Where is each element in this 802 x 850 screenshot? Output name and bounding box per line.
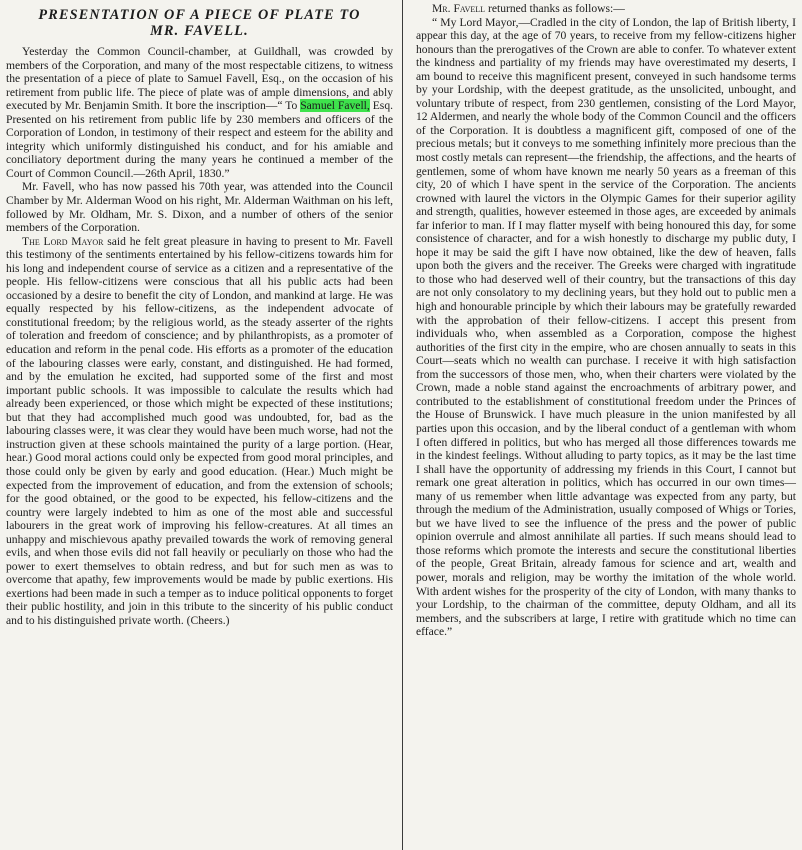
paragraph-favell-speech: “ My Lord Mayor,—Cradled in the city of London, the lap of British liberty, I appear this day, at the age of 70 years, to receive from my fellow-citizens higher honours than the prerogatives of the Crown are able to confer. To whatever extent the kindness and partiality of my friends may have overestimated my deserts, I am bound to receive this magnificent present, conveyed in such handsome terms by your Lordship, with the deepest gratitude, as the unsolicited, unbought, and voluntary tribute of respect, from 230 gentlemen, consisting of the Lord Mayor, 12 Aldermen, and nearly the whole body of the Common Council and the officers of the Corporation. It is doubtless a magnificent gift, composed of one of the precious metals; but it conveys to me something infinitely more precious than the most costly metals can represent—the friendship, the affections, and the hearts of gentlemen, some of whom have known me nearly 50 years as a freeman of this city, 20 of which I have spent in the service of the Corporation. The ancients crowned with laurel the victors in the Olympic Games for their superior agility and strength, qualities, however esteemed in those ages, are exceeded by animals far inferior to man. If I may flatter myself with being honoured this day, for some consistence of character, and for a wish honestly to discharge my public duty, I hope it may be said the gift I have now obtained, like the dew of heaven, falls upon both the givers and the receiver. The Greeks were charged with ingratitude to those who had deserved well of their country, but the transactions of this day are not only consolatory to my declining years, but they hold out to public men a high and honourable principle by which their labours may be gratefully rewarded with the approbation of their fellow-citizens. I accept this present from individuals who, when assembled as a Corporation, compose the highest authorities of the first city in the empire, who are chosen annually to seats in this Court—seats which no wealth can purchase. I receive it with high satisfaction from the successors of those men, who, when their charters were violated by the Crown, made a noble stand against the encroachments of arbitrary power, and contributed to the establishment of constitutional freedom under the Princes of the House of Brunswick. I have much pleasure in the union manifested by all parties upon this occasion, and by the liberal conduct of a gentleman with whom I often differed in politics, but who has merged all those differences towards me in the kindest feelings. Without alluding to party topics, as it may be the last time I shall have the opportunity of addressing my friends in this Court, I cannot but remark one great alteration in politics, which has occurred in our own times—many of us remember when little advantage was expected from any party, but through the medium of the Administration, usually composed of Whigs or Tories, but we have lived to see the influence of the press and the power of public opinion overrule and almost annihilate all parties. If such means should lead to those reforms which promote the interests and secure the constitutional liberties of the people, Great Britain, already famous for science and art, wealth and power, morals and religion, may be worthy the imitation of the whole world. With ardent wishes for the prosperity of the city of London, with many thanks to your Lordship, to the chairman of the committee, deputy Oldham, and all its members, and the subscribers at large, I retire with gratitude which no time can efface.” — [416, 15, 796, 639]
paragraph-text: said he felt great pleasure in having to present to Mr. Favell this testimony of the sentiments entertained by his fellow-citizens towards him for his long and independent course of service as a citizen and a representative of the people. His fellow-citizens were conscious that all his public acts had been occasioned by a desire to benefit the city of London, and mankind at large. He was equally respected by his fellow-citizens, as the independent advocate of constitutional freedom; by the religious world, as the steady asserter of the rights of toleration and freedom of conscience; and by philanthropists, as a promoter of education and reform in the penal code. His efforts as a promoter of the education of the labouring classes were early, constant, and distinguished. He had formed, and by the emulation he excited, had supported some of the first and most important public schools. It was impossible to calculate the results which had already been experienced, or those which might be expected of these institutions; but that they had accomplished much good was undoubted, for, bad as the labouring classes were, it was clear they would have been much worse, had not the instruction given at these schools maintained the purity of a large portion. (Hear, hear.) Good moral actions could only be expected from good moral principles, and those could only be given by early and good education. (Hear.) Much might be expected from the improvement of education, and from the extension of schools; for the good obtained, or the good to be expected, his fellow-citizens and the country were largely indebted to him as one of the most able and successful labourers in the great work of improving his fellow-creatures. At all times an unhappy and mischievous apathy prevailed towards the work of removing general evils, and when those evils did not fall heavily or peculiarly on those who had the power to exert themselves to obtain redress, and but for such men as was to overcome that apathy, few improvements would be made by public exertions. His exertions had been made in such a temper as to induce political opponents to forget their public hostility, and join in this tribute to the sincerity of his public conduct and to his distinguished private worth. (Cheers.) — [6, 234, 394, 627]
article-title — [6, 7, 393, 39]
paragraph-attendance: Mr. Favell, who has now passed his 70th year, was attended into the Council Chamber by Mr. Alderman Wood on his right, Mr. Alderman Waithman on his left, followed by Mr. Oldham, Mr. S. Dixon, and a number of others of the senior members of the Corporation. — [6, 180, 393, 235]
title-line-2: MR. FAVELL. — [150, 23, 249, 39]
paragraph-lord-mayor-speech — [6, 235, 393, 628]
highlighted-name: Samuel Favell, — [300, 99, 370, 113]
speaker-name: The Lord Mayor — [22, 234, 104, 248]
paragraph-ceremony — [6, 45, 393, 180]
speaker-name: Mr. Favell — [432, 2, 486, 15]
right-column — [404, 0, 802, 850]
paragraph-text: Esq. Presented on his retirement from public life by 230 members and officers of the Corporation of London, in testimony of their respect and esteem for the ability and integrity which uniformly distinguished his conduct, and for his amiable and conciliatory deportment during the many years he continued a member of the Court of Common Council.—26th April, 1830.” — [6, 99, 394, 180]
column-divider — [402, 0, 403, 850]
title-line-1: PRESENTATION OF A PIECE OF PLATE TO — [38, 7, 361, 23]
paragraph-text: Yesterday the Common Council-chamber, at Guildhall, was crowded by members of the Corporation, and many of the most respectable citizens, to witness the presentation of a piece of plate to Samuel Favell, Esq., on the occasion of his retirement from public life. The piece of plate was of ample dimensions, and ably executed by Mr. Benjamin Smith. It bore the inscription—“ To — [6, 45, 393, 113]
paragraph-reply-intro — [416, 2, 796, 16]
paragraph-text: returned thanks as follows:— — [485, 2, 625, 15]
